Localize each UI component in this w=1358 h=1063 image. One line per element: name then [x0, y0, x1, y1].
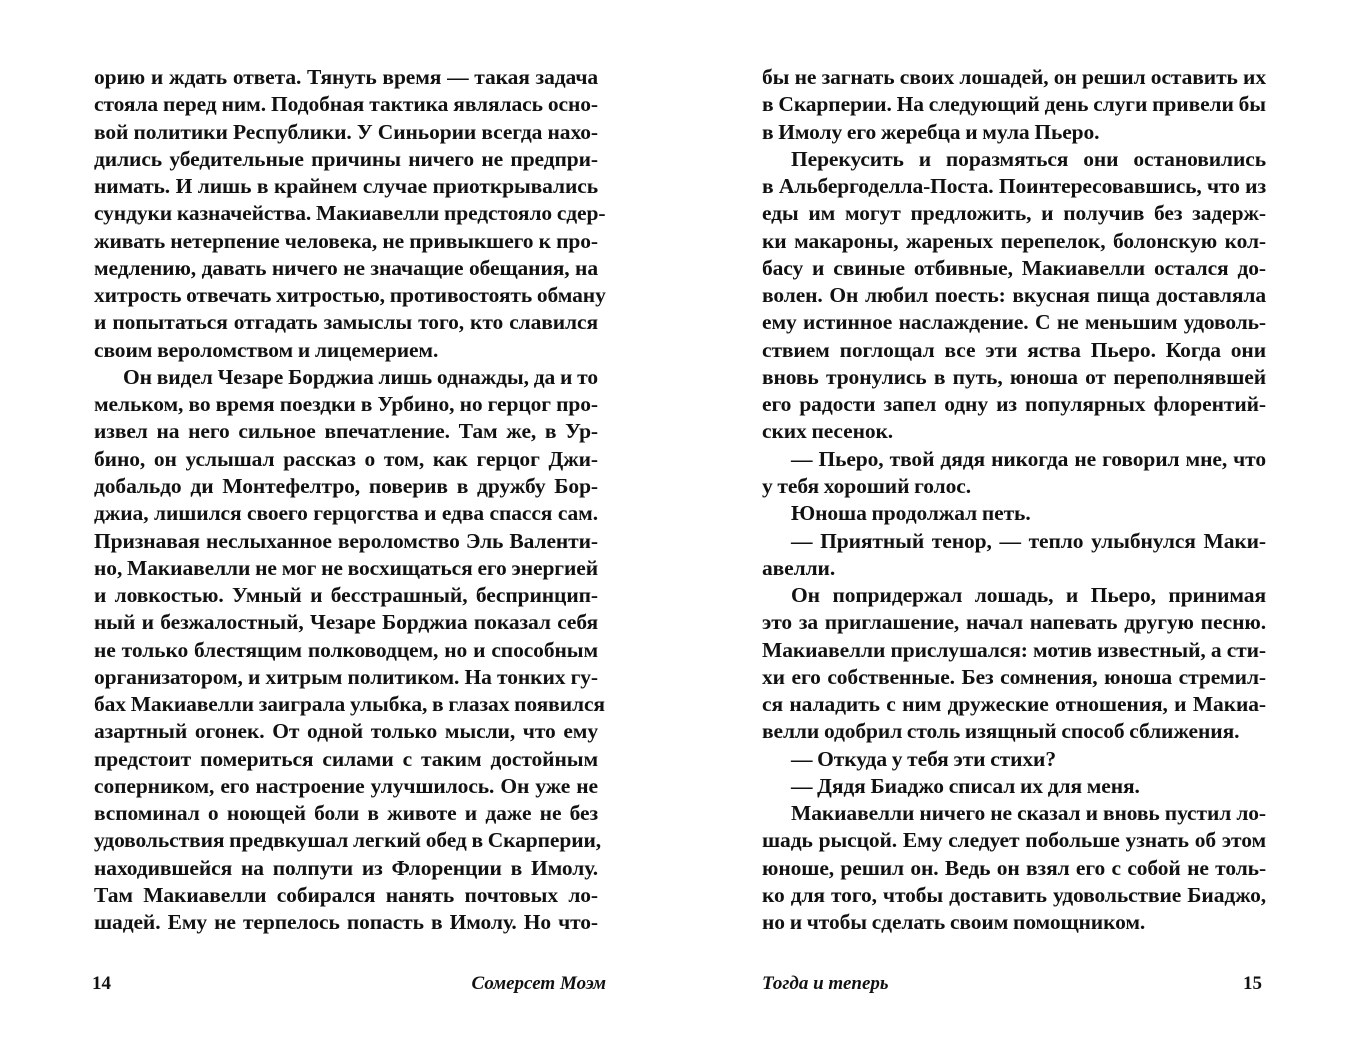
text-line: живать нетерпение человека, не привыкшего к про- [94, 228, 598, 253]
text-line: но, Макиавелли не мог не восхищаться его энергией [94, 555, 598, 580]
text-line: авелли. [762, 555, 836, 580]
text-line: хитрость отвечать хитростью, противостоять обману [94, 283, 606, 308]
text-line: джиа, лишился своего герцогства и едва спасся сам. [94, 501, 598, 526]
text-line: своим вероломством и лицемерием. [94, 337, 439, 362]
text-line: ки макароны, жареных перепелок, болонскую кол- [762, 228, 1266, 253]
right-page-footer [762, 970, 1266, 998]
text-line: но и чтобы сделать своим помощником. [762, 910, 1146, 935]
text-line: вспоминал о ноющей боли в животе и даже не без [94, 801, 598, 826]
text-line: еды им могут предложить, и получив без задерж- [762, 201, 1266, 226]
text-line: — Откуда у тебя эти стихи? [791, 746, 1056, 771]
text-line: Там Макиавелли собирался нанять почтовых ло- [94, 882, 598, 907]
text-line: не только блестящим полководцем, но и способным [94, 637, 598, 662]
text-line: медлению, давать ничего не значащие обещания, на [94, 255, 598, 280]
left-page-body [94, 64, 606, 937]
left-page-footer [92, 970, 606, 998]
text-line: ный и безжалостный, Чезаре Борджиа показал себя [94, 610, 598, 635]
page-number: 14 [92, 973, 111, 994]
running-head-author: Сомерсет Моэм [471, 973, 606, 994]
running-head-title: Тогда и теперь [762, 973, 889, 994]
text-line: ему истинное наслаждение. С не меньшим удоволь- [762, 310, 1266, 335]
text-line: — Пьеро, твой дядя никогда не говорил мне, что [791, 446, 1266, 471]
text-line: организатором, и хитрым политиком. На тонких гу- [94, 664, 598, 689]
text-line: шадей. Ему не терпелось попасть в Имолу. Но что- [94, 910, 598, 935]
text-line: вновь тронулись в путь, юноша от переполнявшей [762, 364, 1266, 389]
text-line: басу и свиные отбивные, Макиавелли остался до- [762, 255, 1266, 280]
text-line: вой политики Республики. У Синьории всегда нахо- [94, 119, 598, 144]
text-line: бы не загнать своих лошадей, он решил оставить их [762, 65, 1266, 89]
text-line: Он попридержал лошадь, и Пьеро, принимая [791, 583, 1266, 608]
text-line: орию и ждать ответа. Тянуть время — такая задача [94, 65, 598, 89]
text-line: — Дядя Биаджо списал их для меня. [791, 773, 1140, 798]
text-line: в Альбергоделла-Поста. Поинтересовавшись, что из [762, 174, 1266, 199]
text-line: мельком, во время поездки в Урбино, но герцог про- [94, 392, 598, 417]
text-line: это за приглашение, начал напевать другую песню. [762, 610, 1266, 635]
text-line: нимать. И лишь в крайнем случае приоткрывались [94, 174, 598, 199]
text-line: шадь рысцой. Ему следует побольше узнать об этом [762, 828, 1266, 853]
text-line: в Скарперии. На следующий день слуги привели бы [762, 92, 1266, 117]
text-line: предстоит помериться силами с таким достойным [94, 746, 598, 771]
text-line: бах Макиавелли заиграла улыбка, в глазах появился [94, 692, 605, 717]
text-line: Признавая неслыханное вероломство Эль Валенти- [94, 528, 598, 553]
text-line: соперником, его настроение улучшилось. Он уже не [94, 773, 598, 798]
text-line: ся наладить с ним дружеские отношения, и Макиа- [762, 692, 1266, 717]
text-line: добальдо ди Монтефелтро, поверив в дружбу Бор- [94, 473, 598, 498]
text-line: — Приятный тенор, — тепло улыбнулся Маки- [791, 528, 1266, 553]
text-line: сундуки казначейства. Макиавелли предстояло сдер- [94, 201, 606, 226]
text-line: в Имолу его жеребца и мула Пьеро. [762, 119, 1100, 144]
text-line: ствием поглощал все эти яства Пьеро. Когда они [762, 337, 1266, 362]
text-line: стояла перед ним. Подобная тактика являлась осно- [94, 92, 598, 117]
text-line: у тебя хороший голос. [762, 473, 971, 498]
text-line: азартный огонек. От одной только мысли, что ему [94, 719, 598, 744]
text-line: ко для того, чтобы доставить удовольствие Биаджо, [762, 882, 1266, 907]
text-line: дились убедительные причины ничего не предпри- [94, 146, 598, 171]
text-line: и попытаться отгадать замыслы того, кто славился [94, 310, 598, 335]
text-line: его радости запел одну из популярных флорентий- [762, 392, 1266, 417]
text-line: удовольствия предвкушал легкий обед в Скарперии, [94, 828, 602, 853]
page-number: 15 [1243, 973, 1262, 994]
text-line: извел на него сильное впечатление. Там же, в Ур- [94, 419, 598, 444]
right-page-body [762, 64, 1266, 937]
text-line: велли одобрил столь изящный способ сближения. [762, 719, 1240, 744]
text-line: находившейся на полпути из Флоренции в Имолу. [94, 855, 598, 880]
text-line: Он видел Чезаре Борджиа лишь однажды, да и то [123, 364, 598, 389]
text-line: хи его собственные. Без сомнения, юноша стремил- [762, 664, 1266, 689]
text-line: ских песенок. [762, 419, 894, 444]
text-line: юноше, решил он. Ведь он взял его с собой не толь- [762, 855, 1266, 880]
text-line: Перекусить и поразмяться они остановились [791, 146, 1266, 171]
text-line: и ловкостью. Умный и бесстрашный, беспринцип- [94, 583, 598, 608]
text-line: волен. Он любил поесть: вкусная пища доставляла [762, 283, 1266, 308]
text-line: бино, он услышал рассказ о том, как герцог Джи- [94, 446, 598, 471]
text-line: Юноша продолжал петь. [791, 501, 1031, 526]
text-line: Макиавелли ничего не сказал и вновь пустил ло- [791, 801, 1266, 826]
text-line: Макиавелли прислушался: мотив известный, а сти- [762, 637, 1266, 662]
